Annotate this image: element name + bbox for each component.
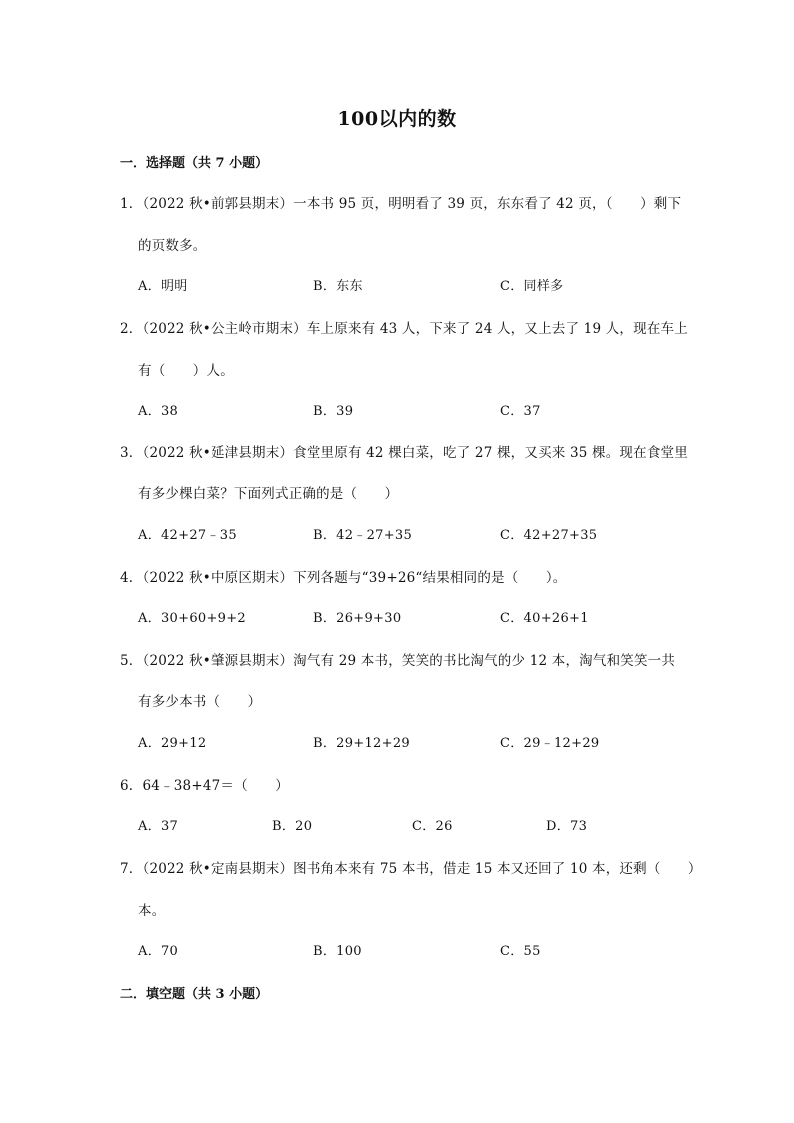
- question-7-line-2: 本。: [138, 903, 166, 919]
- question-1-option-b: B．东东: [313, 279, 363, 294]
- question-7-option-c: C．55: [500, 944, 541, 959]
- question-4-option-c: C．40+26+1: [500, 611, 589, 626]
- question-1-option-c: C．同样多: [500, 279, 564, 294]
- question-1-option-a: A．明明: [138, 279, 188, 294]
- question-4-option-b: B．26+9+30: [313, 611, 402, 626]
- question-6-option-a: A．37: [138, 819, 179, 834]
- question-7-option-a: A．70: [138, 944, 179, 959]
- question-5-option-b: B．29+12+29: [313, 736, 410, 751]
- question-4-line-1: 4．（2022 秋•中原区期末）下列各题与“39+26“结果相同的是（ ）。: [120, 570, 567, 586]
- question-2-option-a: A．38: [138, 404, 179, 419]
- question-4-option-a: A．30+60+9+2: [138, 611, 246, 626]
- question-5-option-a: A．29+12: [138, 736, 207, 751]
- question-3-option-c: C．42+27+35: [500, 528, 598, 543]
- question-3-line-1: 3．（2022 秋•延津县期末）食堂里原有 42 棵白菜，吃了 27 棵，又买来 35 棵。现在食堂里: [120, 445, 688, 461]
- question-3-option-a: A．42+27﹣35: [138, 528, 237, 543]
- question-2-option-b: B．39: [313, 404, 354, 419]
- question-6-option-c: C．26: [412, 819, 453, 834]
- question-6-option-d: D．73: [546, 819, 588, 834]
- question-1-line-1: 1．（2022 秋•前郭县期末）一本书 95 页，明明看了 39 页，东东看了 42 页，（ ）剩下: [120, 196, 682, 212]
- question-7-option-b: B．100: [313, 944, 362, 959]
- question-5-line-2: 有多少本书（ ）: [138, 694, 262, 710]
- question-1-line-2: 的页数多。: [138, 238, 207, 254]
- section-heading-fill-blank: 二．填空题（共 3 小题）: [120, 987, 269, 1002]
- question-2-line-2: 有（ ）人。: [138, 363, 234, 379]
- section-heading-choice: 一．选择题（共 7 小题）: [120, 156, 269, 171]
- page-title: 100以内的数: [337, 108, 457, 130]
- question-2-line-1: 2．（2022 秋•公主岭市期末）车上原来有 43 人，下来了 24 人，又上去了 19 人，现在车上: [120, 321, 688, 337]
- question-6-line-1: 6．64﹣38+47＝（ ）: [120, 778, 289, 794]
- question-7-line-1: 7．（2022 秋•定南县期末）图书角本来有 75 本书，借走 15 本又还回了 10 本，还剩（ ）: [120, 861, 702, 877]
- question-5-option-c: C．29﹣12+29: [500, 736, 600, 751]
- question-5-line-1: 5．（2022 秋•肇源县期末）淘气有 29 本书，笑笑的书比淘气的少 12 本，淘气和笑笑一共: [120, 653, 676, 669]
- question-2-option-c: C．37: [500, 404, 541, 419]
- question-3-line-2: 有多少棵白菜？下面列式正确的是（ ）: [138, 486, 399, 502]
- question-6-option-b: B．20: [272, 819, 313, 834]
- question-3-option-b: B．42﹣27+35: [313, 528, 413, 543]
